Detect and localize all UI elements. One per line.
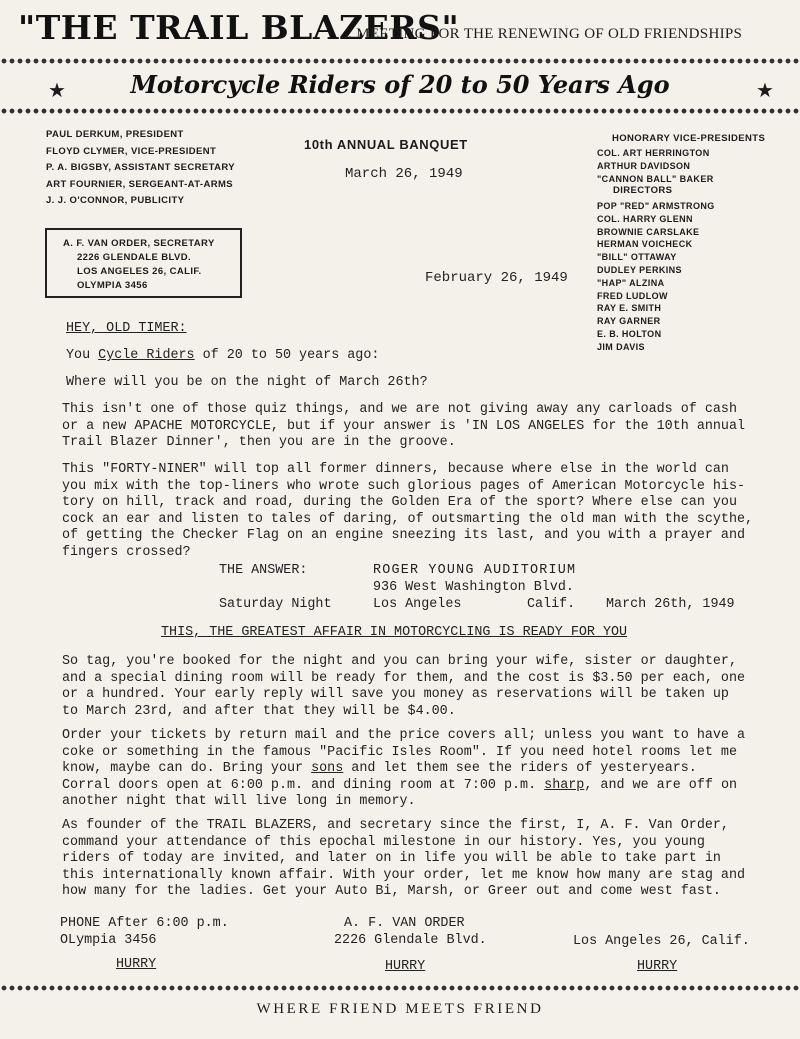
hurry-label: HURRY [385, 959, 426, 974]
footer-border-beads [0, 984, 800, 992]
officer-line: PAUL DERKUM, PRESIDENT [46, 129, 184, 140]
paragraph-quiz: This isn't one of those quiz things, and we are not giving away any carloads of cash or a new APACHE MOTORCYCLE, but if your answer is 'IN LOS ANGELES for the 10th annual Trail Blazer Dinner', then you are in the groove. [62, 402, 746, 451]
director-name: DUDLEY PERKINS [597, 264, 682, 275]
answer-city: Los Angeles [373, 597, 462, 612]
director-name: POP "RED" ARMSTRONG [597, 201, 715, 211]
letterhead-subtitle: Motorcycle Riders of 20 to 50 Years Ago [130, 70, 670, 99]
answer-label: THE ANSWER: [219, 563, 308, 578]
top-border-beads [0, 57, 800, 65]
paragraph-founder: As founder of the TRAIL BLAZERS, and secretary since the first, I, A. F. Van Order, command your attendance of this epochal milestone in our history. Yes, you young riders of today are invited, and later on in life you will be able to take part in this internationally known affair. With your order, let me know how many are stag and how many for the ladies. Get your Auto Bi, Marsh, or Greer out and come west fast. [62, 818, 746, 900]
paragraph-booking: So tag, you're booked for the night and you can bring your wife, sister or daughter, and a special dining room will be ready for them, and the cost is $3.50 per each, one or a hundred. Your early reply will save you money as reservations will be taken up to March 23rd, and after that they will be $4.00. [62, 654, 746, 719]
director-name: RAY E. SMITH [597, 303, 662, 314]
officers-list [46, 127, 235, 210]
director-name: FRED LUDLOW [597, 290, 668, 301]
signoff-address: 2226 Glendale Blvd. [334, 933, 487, 948]
paragraph-forty-niner: This "FORTY-NINER" will top all former dinners, because where else in the world can you mix with the top-liners who wrote such glorious pages of American Motorcycle his- tory on hill, track and road, during the Golden Era of the sport? Where else can you cock an ear and listen to tales of daring, of outsmarting the old man with the scythe, of getting the Checker Flag on an engine sneezing its last, and you with a prayer and fingers crossed? [62, 462, 754, 560]
greeting: HEY, OLD TIMER: [66, 321, 187, 336]
signoff-name: A. F. VAN ORDER [344, 916, 465, 931]
officer-line: FLOYD CLYMER, VICE-PRESIDENT [46, 145, 217, 157]
star-icon-left: ★ [48, 78, 66, 102]
answer-state: Calif. [527, 597, 576, 612]
subtitle-border-beads [0, 107, 800, 115]
answer-day: Saturday Night [219, 597, 332, 612]
director-name: HERMAN VOICHECK [597, 239, 693, 250]
event-title: 10th ANNUAL BANQUET [304, 137, 468, 152]
body-line-question: Where will you be on the night of March 26th? [66, 375, 428, 390]
director-name: COL. HARRY GLENN [597, 213, 693, 224]
director-name: JIM DAVIS [597, 341, 645, 352]
paragraph-tickets: Order your tickets by return mail and the price covers all; unless you want to have a coke or something in the famous "Pacific Isles Room". If you need hotel rooms let me know, maybe can do. Bring your sons and let them see the riders of yesteryears. Corral doors open at 6:00 p.m. and dining room at 7:00 p.m. sharp, and we are off on another night that will live long in memory. [62, 728, 746, 810]
hurry-label: HURRY [637, 959, 678, 974]
officer-line: ART FOURNIER, SERGEANT-AT-ARMS [46, 178, 234, 190]
phone-number: OLympia 3456 [60, 933, 157, 948]
director-name: "BILL" OTTAWAY [597, 252, 677, 263]
director-name: RAY GARNER [597, 316, 661, 327]
letterhead-title: "THE TRAIL BLAZERS" [18, 8, 460, 47]
honorary-heading: HONORARY VICE-PRESIDENTS [612, 133, 766, 144]
secretary-address-box [45, 228, 242, 298]
directors-list [597, 200, 715, 354]
phone-label: PHONE After 6:00 p.m. [60, 916, 229, 931]
officer-line: J. J. O'CONNOR, PUBLICITY [46, 195, 185, 207]
officer-line: P. A. BIGSBY, ASSISTANT SECRETARY [46, 162, 235, 174]
secretary-phone: OLYMPIA 3456 [77, 280, 148, 291]
letterhead-tagline: ... MEETING FOR THE RENEWING OF OLD FRIENDSHIPS [340, 26, 743, 42]
honorary-name: "CANNON BALL" BAKER [597, 173, 714, 184]
secretary-name: A. F. VAN ORDER, SECRETARY [63, 238, 215, 249]
secretary-address-line: LOS ANGELES 26, CALIF. [77, 266, 202, 277]
director-name: BROWNIE CARSLAKE [597, 226, 700, 237]
hurry-label: HURRY [116, 957, 157, 972]
answer-venue: ROGER YOUNG AUDITORIUM [373, 563, 577, 578]
event-date: March 26, 1949 [345, 166, 463, 182]
signoff-city: Los Angeles 26, Calif. [573, 934, 750, 949]
letter-date: February 26, 1949 [425, 270, 568, 286]
footer-motto: WHERE FRIEND MEETS FRIEND [256, 1001, 544, 1017]
directors-heading: DIRECTORS [613, 185, 673, 196]
answer-date: March 26th, 1949 [606, 597, 735, 612]
star-icon-right: ★ [756, 78, 774, 102]
body-line-addressee: You Cycle Riders of 20 to 50 years ago: [66, 348, 380, 363]
honorary-name: ARTHUR DAVIDSON [597, 160, 691, 171]
answer-street: 936 West Washington Blvd. [373, 580, 574, 595]
director-name: "HAP" ALZINA [597, 277, 665, 288]
banner-headline: THIS, THE GREATEST AFFAIR IN MOTORCYCLING IS READY FOR YOU [161, 625, 628, 640]
honorary-list [597, 147, 714, 185]
secretary-address-line: 2226 GLENDALE BLVD. [77, 252, 192, 263]
honorary-name: COL. ART HERRINGTON [597, 148, 710, 158]
director-name: E. B. HOLTON [597, 328, 662, 339]
